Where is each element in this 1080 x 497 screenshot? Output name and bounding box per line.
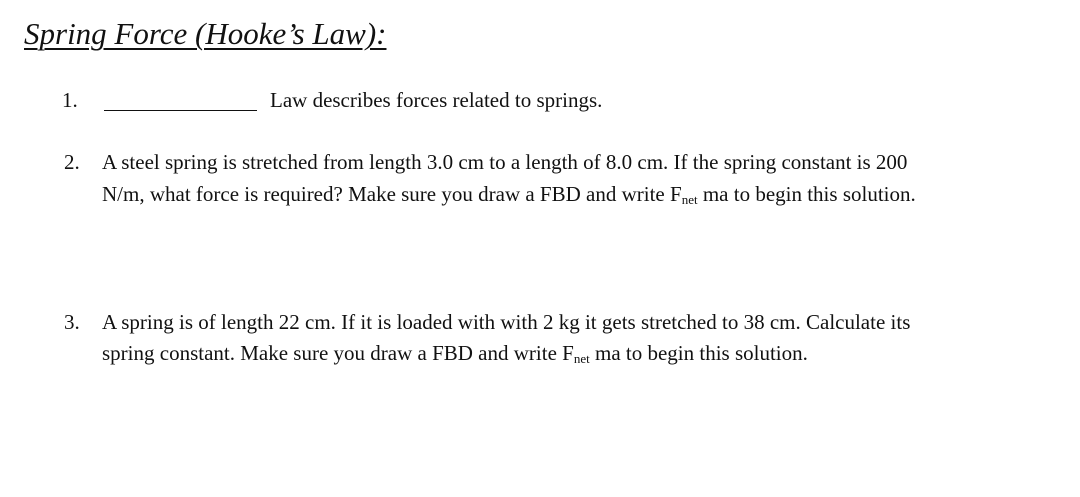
question-3-line-2-start: spring constant. Make sure you draw a FBD and write F bbox=[102, 341, 574, 365]
question-2-line-1: A steel spring is stretched from length 3.0 cm to a length of 8.0 cm. If the spring constant is 200 bbox=[102, 150, 908, 174]
question-3-net-subscript: net bbox=[573, 351, 590, 366]
question-3-line-1: A spring is of length 22 cm. If it is loaded with with 2 kg it gets stretched to 38 cm. Calculate its bbox=[102, 310, 911, 334]
question-1-number: 1. bbox=[62, 88, 78, 112]
question-3-number: 3. bbox=[64, 310, 80, 334]
question-1-text: Law describes forces related to springs. bbox=[270, 88, 603, 112]
question-2-line-2-start: N/m, what force is required? Make sure you draw a FBD and write F bbox=[102, 182, 682, 206]
question-3-line-2 bbox=[102, 337, 808, 375]
page-title: Spring Force (Hooke’s Law): bbox=[24, 16, 387, 51]
question-2-line-2-end: ma to begin this solution. bbox=[697, 182, 916, 206]
question-2-net-subscript: net bbox=[681, 192, 698, 207]
question-2-number: 2. bbox=[64, 150, 80, 174]
question-3-line-2-end: ma to begin this solution. bbox=[589, 341, 808, 365]
question-1-blank-line bbox=[104, 110, 257, 111]
question-2-line-2 bbox=[102, 178, 916, 216]
